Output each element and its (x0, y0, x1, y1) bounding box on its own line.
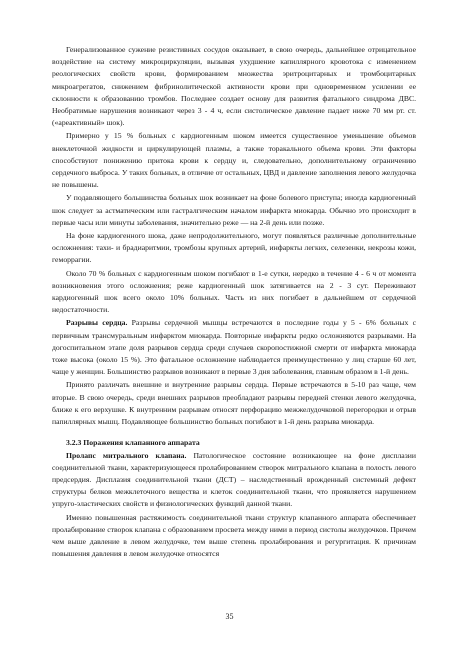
paragraph-complications: На фоне кардиогенного шока, даже непродолжительного, могут появляться различные дополнительные осложнения: тахи- и брадиаритмии, тромбозы крупных артерий, инфаркты легких, селезенки, некрозы кожи, геморрагии. (52, 231, 416, 265)
heart-rupture-text: Разрывы сердечной мышцы встречаются в последние годы у 5 - 6% больных с первичным трансмуральным инфарктом миокарда. Повторные инфаркты редко осложняются разрывами. На догоспитальном этапе доля разрывов сердца среди случаев скоропостижной смерти от инфаркта миокарда тоже высока (около 15 %). Это фатальное осложнение наблюдается преимущественно у лиц старше 60 лет, чаще у женщин. Большинство разрывов возникают в первые 3 дня заболевания, главным образом в 1-й день. (52, 318, 416, 377)
paragraph-mortality: Около 70 % больных с кардиогенным шоком погибают в 1-е сутки, нередко в течение 4 - 6 ч от момента возникновения этого осложнения; реже кардиогенный шок затягивается на 2 - 3 сут. Переживают кардиогенный шок всего около 10% больных. Часть из них погибает в дальнейшем от сердечной недостаточности. (52, 268, 416, 315)
mitral-prolapse-lead: Пролапс митрального клапана. (66, 450, 187, 460)
paragraph-generalized-narrowing: Генерализованное сужение резистивных сосудов оказывает, в свою очередь, дальнейшее отрицательное воздействие на систему микроциркуляции, вызывая ухудшение капиллярного кровотока с изменением реологических свойств крови, формированием множества эритроцитарных и тромбоцитарных микроагрегатов, снижением фибринолитической активности крови при одновременном усилении ее склонности к образованию тромбов. Последнее создает основу для развития фатального синдрома ДВС. Необратимые нарушения возникают через 3 - 4 ч, если систолическое давление падает ниже 70 мм рт. ст. («ареактивный» шок). (52, 45, 416, 128)
paragraph-heart-rupture (52, 317, 416, 378)
paragraph-extensibility: Именно повышенная растяжимость соединительной ткани структур клапанного аппарата обеспечивает пролабирование створок клапана с образованием просвета между ними в период систолы желудочков. Причем чем выше давление в левом желудочке, тем выше степень пролабирования и регургитация. К причинам повышения давления в левом желудочке относятся (52, 512, 416, 559)
heart-rupture-lead: Разрывы сердца. (66, 318, 128, 328)
mitral-prolapse-text: Патологическое состояние возникающее на фоне дисплазии соединительной ткани, характеризующееся пролабированием створок митрального клапана в полость левого предсердия. Дисплазия соединительной ткани (ДСТ) – наследственный врожденный системный дефект структуры белков межклеточного вещества и клеток соединительной ткани, что проявляется нарушением упруго-эластических свойств и физиологических функций данной ткани. (52, 450, 416, 509)
paragraph-fluid-volume: Примерно у 15 % больных с кардиогенным шоком имеется существенное уменьшение объемов внеклеточной жидкости и циркулирующей плазмы, а также торакального объема крови. Эти факторы способствуют понижению притока крови к сердцу и, следовательно, дополнительному ограничению сердечного выброса. У таких больных, в отличие от остальных, ЦВД и давление заполнения левого желудочка не повышены. (52, 131, 416, 190)
page-body (52, 44, 416, 560)
section-heading: 3.2.3 Поражения клапанного аппарата (66, 438, 200, 448)
paragraph-mitral-prolapse (52, 450, 416, 511)
page-number: 35 (225, 612, 234, 621)
paragraph-pain-onset: У подавляющего большинства больных шок возникает на фоне болевого приступа; иногда кардиогенный шок следует за астматическим или гастралгическим началом инфаркта миокарда. Обычно это происходит в первые часы или минуты заболевания, значительно реже — на 2-й день или позже. (52, 193, 416, 227)
paragraph-rupture-types: Принято различать внешние и внутренние разрывы сердца. Первые встречаются в 5-10 раз чаще, чем вторые. В свою очередь, среди внешних разрывов преобладают разрывы передней стенки левого желудочка, ближе к его верхушке. К внутренним разрывам относят перфорацию межжелудочковой перегородки и отрыв папиллярных мышц. Подавляющее большинство больных погибают в 1-й день разрыва миокарда. (52, 380, 416, 427)
